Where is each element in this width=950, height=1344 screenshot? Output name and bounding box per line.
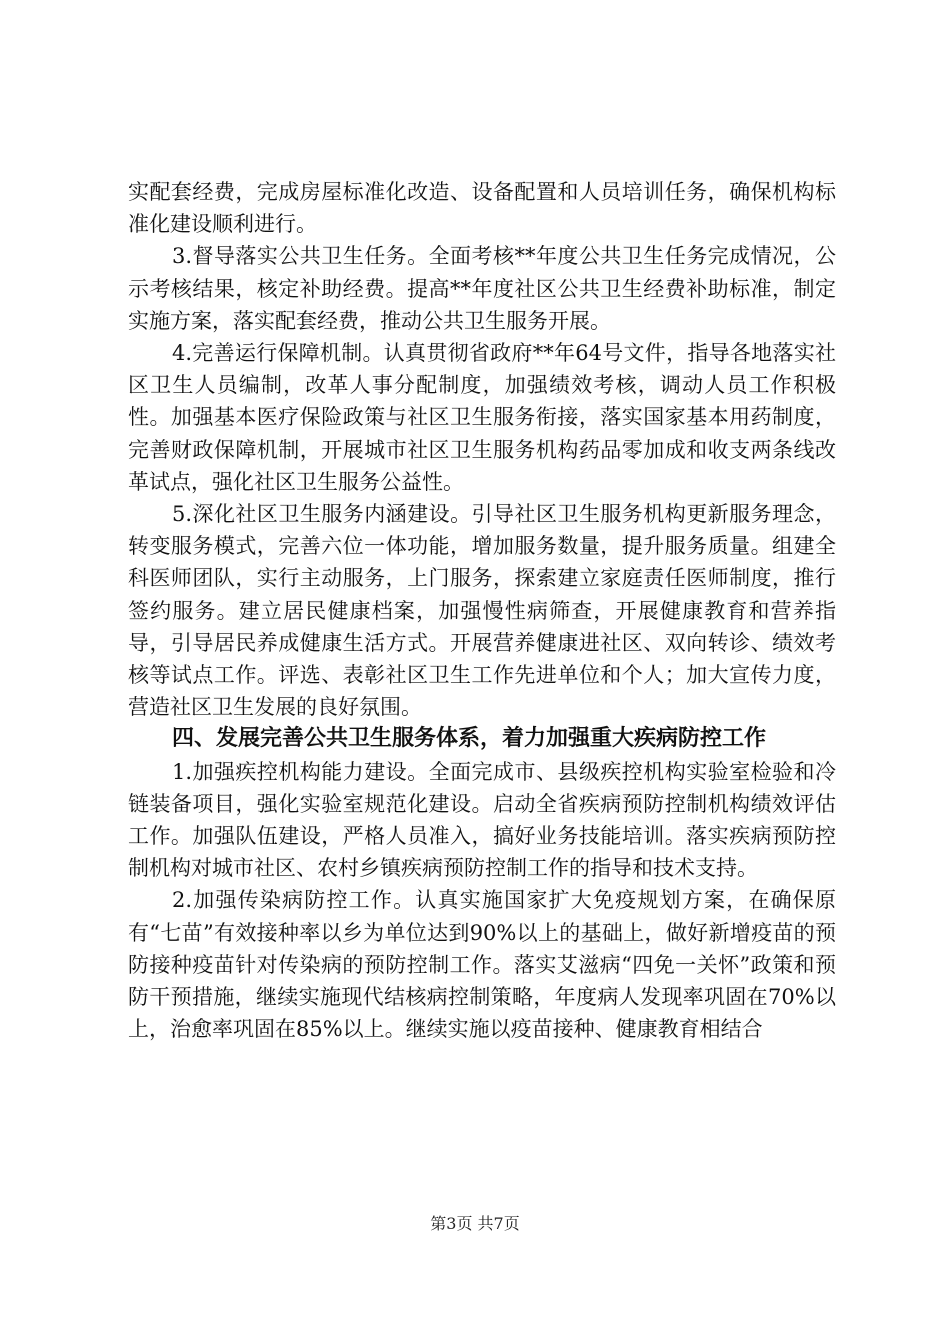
paragraph-item-5: 5.深化社区卫生服务内涵建设。引导社区卫生服务机构更新服务理念，转变服务模式，完善六位一体功能，增加服务数量，提升服务质量。组建全科医师团队，实行主动服务，上门服务，探索建立家庭责任医师制度，推行签约服务。建立居民健康档案，加强慢性病筛查，开展健康教育和营养指导，引导居民养成健康生活方式。开展营养健康进社区、双向转诊、绩效考核等试点工作。评选、表彰社区卫生工作先进单位和个人；加大宣传力度，营造社区卫生发展的良好氛围。 [128,502,836,720]
document-body [128,176,836,1045]
paragraph-item-1: 1.加强疾控机构能力建设。全面完成市、县级疾控机构实验室检验和冷链装备项目，强化实验室规范化建设。启动全省疾病预防控制机构绩效评估工作。加强队伍建设，严格人员准入，搞好业务技能培训。落实疾病预防控制机构对城市社区、农村乡镇疾病预防控制工作的指导和技术支持。 [128,759,836,881]
paragraph-continuation: 实配套经费，完成房屋标准化改造、设备配置和人员培训任务，确保机构标准化建设顺利进行。 [128,180,836,237]
paragraph-item-3: 3.督导落实公共卫生任务。全面考核**年度公共卫生任务完成情况，公示考核结果，核定补助经费。提高**年度社区公共卫生经费补助标准，制定实施方案，落实配套经费，推动公共卫生服务开展。 [128,244,836,333]
paragraph-item-2: 2.加强传染病防控工作。认真实施国家扩大免疫规划方案，在确保原有“七苗”有效接种率以乡为单位达到90%以上的基础上，做好新增疫苗的预防接种疫苗针对传染病的预防控制工作。落实艾滋病“四免一关怀”政策和预防干预措施，继续实施现代结核病控制策略，年度病人发现率巩固在70%以上，治愈率巩固在85%以上。继续实施以疫苗接种、健康教育相结合 [128,888,836,1042]
paragraph-item-4: 4.完善运行保障机制。认真贯彻省政府**年64号文件，指导各地落实社区卫生人员编制，改革人事分配制度，加强绩效考核，调动人员工作积极性。加强基本医疗保险政策与社区卫生服务衔接，落实国家基本用药制度，完善财政保障机制，开展城市社区卫生服务机构药品零加成和收支两条线改革试点，强化社区卫生服务公益性。 [128,341,836,494]
page-footer: 第3页 共7页 [430,1214,520,1233]
section-heading-4: 四、发展完善公共卫生服务体系，着力加强重大疾病防控工作 [172,726,767,752]
